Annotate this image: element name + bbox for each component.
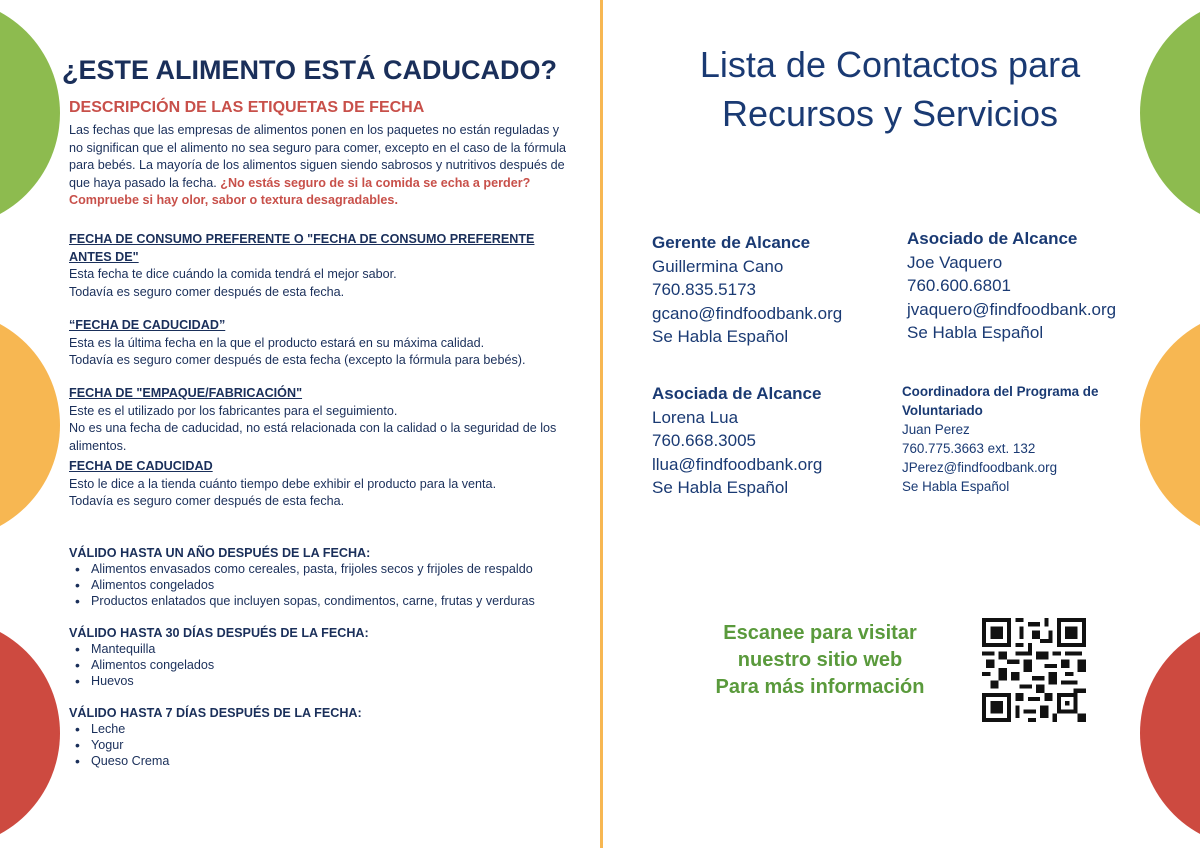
decor-circle-orange-left: [0, 310, 60, 540]
contact-name: Lorena Lua: [652, 407, 739, 427]
contact-card-outreach-associate: [907, 227, 1116, 345]
section-line: Este es el utilizado por los fabricantes para el seguimiento.: [69, 403, 398, 418]
contact-email[interactable]: JPerez@findfoodbank.org: [902, 460, 1058, 475]
contacts-title-line: Lista de Contactos para: [699, 44, 1081, 85]
section-line: Todavía es seguro comer después de esta fecha (excepto la fórmula para bebés).: [69, 353, 526, 367]
decor-circle-orange-right: [1140, 310, 1200, 540]
list-item: • Leche: [91, 721, 589, 737]
section-line: Todavía es seguro comer después de esta fecha.: [69, 494, 345, 508]
intro-text: Las fechas que las empresas de alimentos ponen en los paquetes no están reguladas y no significan que el alimento no sea seguro para comer, excepto en el caso de la fórmula para bebés. La mayoría de los alimentos siguen siendo sabrosos y nutritivos después de que haya pasado la fecha.: [69, 123, 567, 190]
scan-line: Escanee para visitar: [723, 622, 917, 644]
contact-phone[interactable]: 760.835.5173: [652, 280, 756, 300]
page-divider: [600, 0, 603, 848]
scan-line: Para más información: [715, 676, 925, 698]
validity-list-1: [69, 545, 589, 609]
intro-warning: ¿No estás seguro de si la comida se echa a perder? Compruebe si hay olor, sabor o textura desagradables.: [69, 175, 531, 207]
contacts-title: [650, 40, 1130, 138]
decor-circle-red-right: [1140, 618, 1200, 848]
contact-role: Coordinadora del Programa de: [902, 384, 1099, 399]
contact-role: Voluntariado: [902, 403, 983, 418]
list-item: • Alimentos envasados como cereales, pasta, frijoles secos y frijoles de respaldo: [91, 561, 589, 577]
scan-message: [690, 620, 950, 701]
contact-card-outreach-manager: [652, 231, 842, 349]
list-item: • Yogur: [91, 737, 589, 753]
contact-card-volunteer-coordinator: [902, 382, 1098, 496]
qr-code-icon[interactable]: [982, 618, 1086, 722]
contact-phone[interactable]: 760.668.3005: [652, 431, 756, 451]
section-heading: FECHA DE CADUCIDAD: [69, 459, 213, 473]
contact-phone[interactable]: 760.600.6801: [907, 276, 1011, 296]
contact-name: Joe Vaquero: [907, 252, 1003, 272]
decor-circle-green-right: [1140, 0, 1200, 228]
section-heading: FECHA DE "EMPAQUE/FABRICACIÓN": [69, 386, 303, 400]
contact-name: Juan Perez: [902, 422, 970, 437]
section-heading: “FECHA DE CADUCIDAD”: [69, 318, 226, 332]
validity-list-2: [69, 625, 589, 689]
contact-email[interactable]: llua@findfoodbank.org: [652, 454, 823, 474]
contact-language: Se Habla Español: [907, 323, 1044, 343]
contact-language: Se Habla Español: [652, 478, 789, 498]
section-line: Esta es la última fecha en la que el producto estará en su máxima calidad.: [69, 335, 485, 350]
decor-circle-green-left: [0, 0, 60, 228]
contact-role: Gerente de Alcance: [652, 233, 811, 252]
list-item: • Mantequilla: [91, 641, 589, 657]
list-item: • Alimentos congelados: [91, 577, 589, 593]
list-item: • Huevos: [91, 673, 589, 689]
contact-language: Se Habla Español: [652, 327, 789, 347]
date-label-section-1: [69, 231, 569, 301]
list-item: • Queso Crema: [91, 753, 589, 769]
decor-circle-red-left: [0, 618, 60, 848]
scan-line: nuestro sitio web: [737, 649, 903, 671]
section-line: Esta fecha te dice cuándo la comida tendrá el mejor sabor.: [69, 267, 397, 281]
list-heading: VÁLIDO HASTA 7 DÍAS DESPUÉS DE LA FECHA:: [69, 706, 362, 720]
contact-role: Asociada de Alcance: [652, 384, 822, 403]
contact-email[interactable]: gcano@findfoodbank.org: [652, 303, 843, 323]
section-heading: FECHA DE CONSUMO PREFERENTE O "FECHA DE CONSUMO PREFERENTE ANTES DE": [69, 232, 535, 264]
list-heading: VÁLIDO HASTA 30 DÍAS DESPUÉS DE LA FECHA:: [69, 626, 369, 640]
section-line: Todavía es seguro comer después de esta fecha.: [69, 284, 345, 299]
contact-phone[interactable]: 760.775.3663 ext. 132: [902, 441, 1036, 456]
contact-role: Asociado de Alcance: [907, 229, 1078, 248]
list-heading: VÁLIDO HASTA UN AÑO DESPUÉS DE LA FECHA:: [69, 546, 371, 560]
page-title: ¿ESTE ALIMENTO ESTÁ CADUCADO?: [62, 55, 558, 85]
contact-email[interactable]: jvaquero@findfoodbank.org: [907, 299, 1117, 319]
validity-list-3: [69, 705, 589, 769]
date-label-section-4: [69, 458, 569, 511]
date-label-section-3: [69, 385, 559, 455]
list-item: • Alimentos congelados: [91, 657, 589, 673]
date-label-section-2: [69, 317, 569, 370]
section-line: No es una fecha de caducidad, no está relacionada con la calidad o la seguridad de los alimentos.: [69, 421, 557, 453]
contact-name: Guillermina Cano: [652, 256, 784, 276]
intro-paragraph: [69, 122, 569, 210]
contacts-title-line: Recursos y Servicios: [721, 93, 1059, 134]
contact-language: Se Habla Español: [902, 479, 1010, 494]
section-line: Esto le dice a la tienda cuánto tiempo debe exhibir el producto para la venta.: [69, 476, 497, 491]
contact-card-outreach-associate-f: [652, 382, 822, 500]
section-subtitle: DESCRIPCIÓN DE LAS ETIQUETAS DE FECHA: [69, 99, 425, 116]
list-item: • Productos enlatados que incluyen sopas, condimentos, carne, frutas y verduras: [91, 593, 589, 609]
